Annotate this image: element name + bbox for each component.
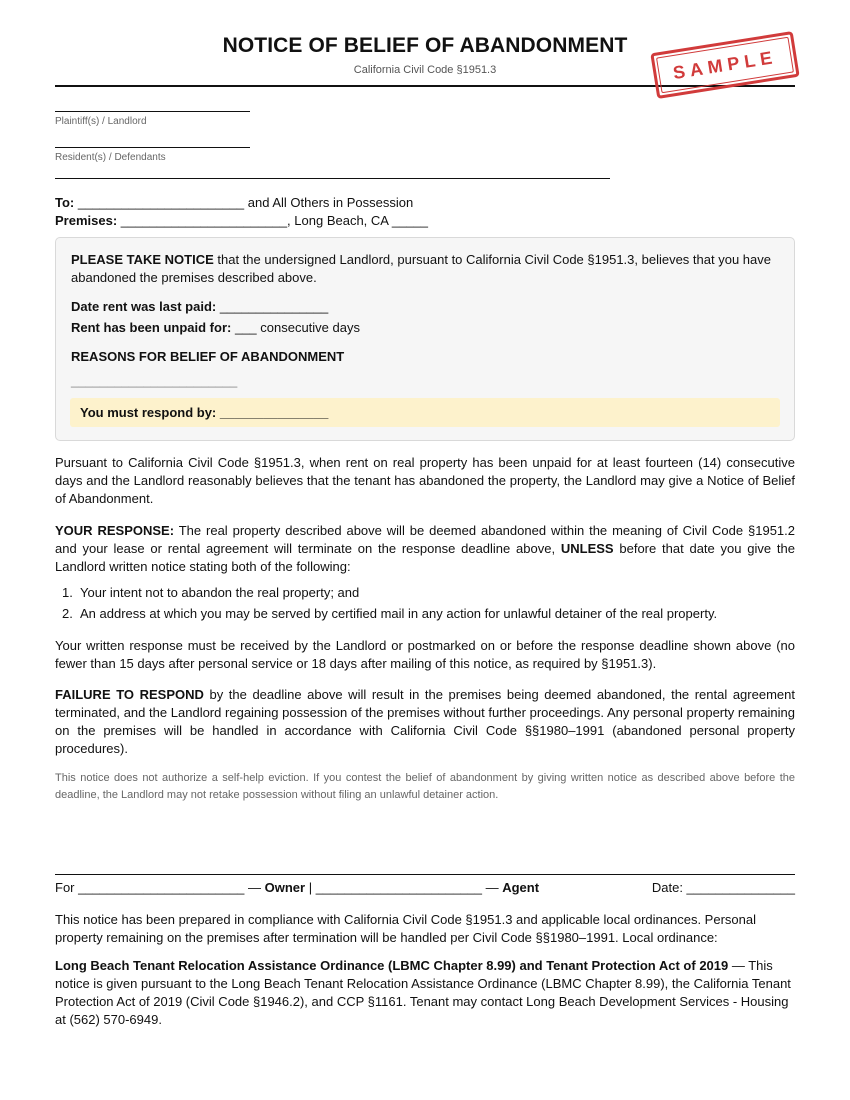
notice-box: [55, 237, 795, 441]
caption-divider: [55, 178, 610, 179]
premises-line: [55, 213, 428, 228]
intro-paragraph: Pursuant to California Civil Code §1951.3, when rent on real property has been unpaid for at least fourteen (14) consecutive days and the Landlord reasonably believes that the tenant has abandoned the property, the Landlord may give a Notice of Belief of Abandonment.: [55, 455, 795, 506]
document-title: NOTICE OF BELIEF OF ABANDONMENT: [222, 34, 628, 57]
respond-by-text: You must respond by: _______________: [80, 405, 329, 420]
notice-intro: [71, 251, 771, 287]
reasons-heading: REASONS FOR BELIEF OF ABANDONMENT: [71, 349, 345, 364]
defendant-blank-line: [55, 147, 250, 148]
your-response-paragraph: [55, 522, 795, 576]
premises-label: Premises:: [55, 213, 118, 228]
plaintiff-blank-line: [55, 111, 250, 112]
list-item: [62, 606, 717, 621]
failure-paragraph: [55, 686, 795, 758]
sample-stamp-text: SAMPLE: [671, 46, 779, 83]
failure-text: by the deadline above will result in the premises being deemed abandoned, the rental agreement terminated, and the Landlord regaining possession of the premises without further proceedings. Any personal property remaining on the premises will be handled in accordance with California Civil Code §§1980–1991 (abandoned personal property procedures).: [55, 687, 795, 756]
to-line: [55, 195, 413, 210]
to-label: To:: [55, 195, 75, 210]
document-subtitle: California Civil Code §1951.3: [353, 64, 497, 76]
list-item: [62, 585, 359, 600]
signature-middle: | _______________________ —: [305, 880, 503, 895]
list-item-text: Your intent not to abandon the real property; and: [80, 585, 360, 600]
respond-by-highlight: [70, 398, 780, 427]
compliance-paragraph: This notice has been prepared in compliance with California Civil Code §1951.3 and applicable local ordinances. Personal property remaining on the premises after termination will be handled per Civil Code §§1980–1991. Local ordinance:: [55, 912, 756, 945]
plaintiff-label: Plaintiff(s) / Landlord: [55, 116, 147, 127]
notice-intro-text: that the undersigned Landlord, pursuant to California Civil Code §1951.3, believes that you have abandoned the premises described above.: [71, 252, 771, 285]
ordinance-title: Long Beach Tenant Relocation Assistance Ordinance (LBMC Chapter 8.99) and Tenant Protection Act of 2019: [55, 958, 729, 973]
signature-for: For _______________________ —: [55, 880, 265, 895]
signature-date: Date: _______________: [651, 880, 795, 895]
failure-label: FAILURE TO RESPOND: [55, 687, 204, 702]
self-help-note: This notice does not authorize a self-help eviction. If you contest the belief of abandonment by giving written notice as described above before the deadline, the Landlord may not retake possession without filing an unlawful detainer action.: [55, 772, 795, 801]
ordinance-paragraph: [55, 957, 795, 1029]
signature-row: [55, 880, 795, 895]
last-paid-line: [71, 298, 771, 316]
defendant-label: Resident(s) / Defendants: [55, 152, 166, 163]
list-item-number: 1.: [62, 585, 73, 600]
signature-agent: Agent: [502, 880, 540, 895]
your-response-text-b: before that date you give the Landlord written notice stating both of the following:: [55, 541, 795, 574]
ordinance-text: — This notice is given pursuant to the Long Beach Tenant Relocation Assistance Ordinance (LBMC Chapter 8.99), the California Tenant Protection Act of 2019 (Civil Code §1946.2), and CCP §1161. Tenant may contact Long Beach Development Services - Housing at (562) 570-6949.: [55, 958, 791, 1027]
premises-value: _______________________, Long Beach, CA _____: [117, 213, 429, 228]
unpaid-label: Rent has been unpaid for:: [71, 320, 232, 335]
last-paid-blank: _______________: [216, 299, 329, 314]
list-item-number: 2.: [62, 606, 73, 621]
signature-divider: [55, 874, 795, 875]
unless-emphasis: UNLESS: [560, 541, 614, 556]
reasons-blank: _______________________: [71, 373, 238, 388]
your-response-label: YOUR RESPONSE:: [55, 523, 175, 538]
deadline-paragraph: Your written response must be received by the Landlord or postmarked on or before the response deadline shown above (no fewer than 15 days after personal service or 18 days after mailing of this notice, as required by §1951.3).: [55, 638, 795, 671]
last-paid-label: Date rent was last paid:: [71, 299, 217, 314]
to-value: _______________________ and All Others in Possession: [74, 195, 414, 210]
your-response-text-a: The real property described above will be deemed abandoned within the meaning of Civil Code §1951.2 and your lease or rental agreement will terminate on the response deadline above,: [55, 523, 796, 556]
list-item-text: An address at which you may be served by certified mail in any action for unlawful detainer of the real property.: [80, 606, 718, 621]
unpaid-line: [71, 319, 771, 337]
notice-intro-bold: PLEASE TAKE NOTICE: [71, 252, 214, 267]
signature-owner: Owner: [264, 880, 306, 895]
unpaid-text: ___ consecutive days: [231, 320, 360, 335]
